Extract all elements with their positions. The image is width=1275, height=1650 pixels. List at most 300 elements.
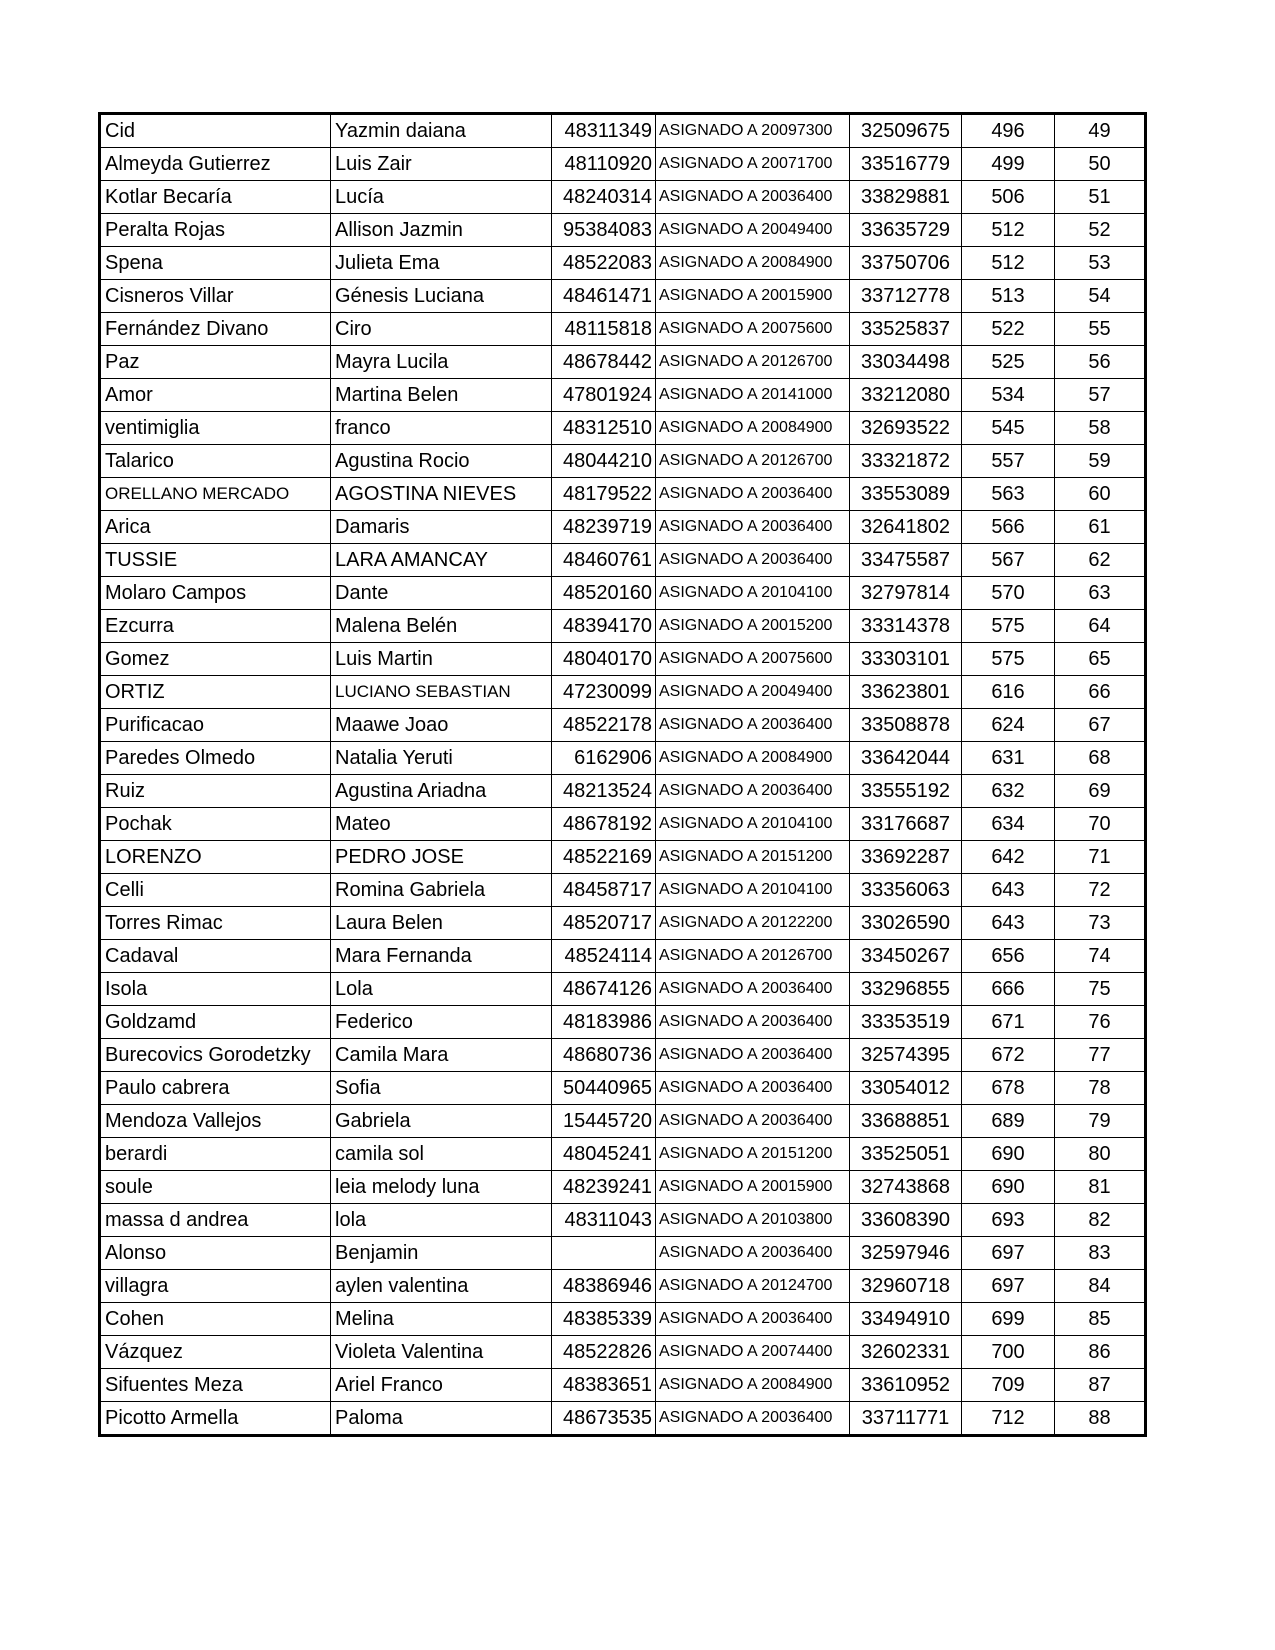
cell-nombre: Camila Mara: [331, 1039, 552, 1072]
cell-dni: 48458717: [552, 874, 656, 907]
cell-dni: 48213524: [552, 775, 656, 808]
table-row: [100, 841, 1146, 874]
cell-codigo: 33475587: [850, 544, 962, 577]
cell-nombre: Ciro: [331, 313, 552, 346]
cell-dni: [552, 1237, 656, 1270]
cell-orden: 72: [1055, 874, 1146, 907]
cell-puntaje: 690: [962, 1171, 1055, 1204]
cell-nombre: Romina Gabriela: [331, 874, 552, 907]
cell-apellido: Ezcurra: [100, 610, 331, 643]
cell-apellido: villagra: [100, 1270, 331, 1303]
cell-codigo: 33642044: [850, 742, 962, 775]
cell-estado: ASIGNADO A 20103800: [656, 1204, 850, 1237]
results-table: [98, 112, 1147, 1437]
cell-codigo: 33176687: [850, 808, 962, 841]
cell-nombre: Allison Jazmin: [331, 214, 552, 247]
cell-codigo: 33608390: [850, 1204, 962, 1237]
cell-apellido: ventimiglia: [100, 412, 331, 445]
cell-orden: 51: [1055, 181, 1146, 214]
cell-puntaje: 570: [962, 577, 1055, 610]
cell-codigo: 33026590: [850, 907, 962, 940]
cell-apellido: Arica: [100, 511, 331, 544]
cell-puntaje: 545: [962, 412, 1055, 445]
cell-estado: ASIGNADO A 20049400: [656, 214, 850, 247]
table-row: [100, 346, 1146, 379]
cell-estado: ASIGNADO A 20036400: [656, 1402, 850, 1436]
table-row: [100, 181, 1146, 214]
cell-dni: 48311349: [552, 114, 656, 148]
cell-estado: ASIGNADO A 20036400: [656, 181, 850, 214]
table-row: [100, 973, 1146, 1006]
cell-apellido: Goldzamd: [100, 1006, 331, 1039]
cell-puntaje: 634: [962, 808, 1055, 841]
cell-apellido: Cadaval: [100, 940, 331, 973]
table-row: [100, 940, 1146, 973]
cell-nombre: Sofia: [331, 1072, 552, 1105]
table-row: [100, 247, 1146, 280]
cell-nombre: Malena Belén: [331, 610, 552, 643]
cell-estado: ASIGNADO A 20036400: [656, 709, 850, 742]
cell-orden: 79: [1055, 1105, 1146, 1138]
cell-codigo: 33829881: [850, 181, 962, 214]
cell-apellido: Paulo cabrera: [100, 1072, 331, 1105]
table-row: [100, 907, 1146, 940]
cell-nombre: Gabriela: [331, 1105, 552, 1138]
cell-nombre: Federico: [331, 1006, 552, 1039]
cell-apellido: Burecovics Gorodetzky: [100, 1039, 331, 1072]
cell-codigo: 33692287: [850, 841, 962, 874]
cell-dni: 48312510: [552, 412, 656, 445]
cell-estado: ASIGNADO A 20075600: [656, 313, 850, 346]
cell-apellido: Amor: [100, 379, 331, 412]
cell-puntaje: 575: [962, 643, 1055, 676]
cell-dni: 48520717: [552, 907, 656, 940]
cell-dni: 48385339: [552, 1303, 656, 1336]
cell-nombre: Mateo: [331, 808, 552, 841]
cell-orden: 66: [1055, 676, 1146, 709]
cell-orden: 49: [1055, 114, 1146, 148]
cell-orden: 68: [1055, 742, 1146, 775]
cell-puntaje: 642: [962, 841, 1055, 874]
cell-orden: 53: [1055, 247, 1146, 280]
cell-codigo: 33635729: [850, 214, 962, 247]
cell-dni: 48522083: [552, 247, 656, 280]
cell-apellido: Spena: [100, 247, 331, 280]
cell-estado: ASIGNADO A 20126700: [656, 940, 850, 973]
cell-codigo: 33711771: [850, 1402, 962, 1436]
cell-codigo: 32693522: [850, 412, 962, 445]
cell-estado: ASIGNADO A 20036400: [656, 1072, 850, 1105]
cell-dni: 50440965: [552, 1072, 656, 1105]
cell-estado: ASIGNADO A 20036400: [656, 544, 850, 577]
cell-apellido: Almeyda Gutierrez: [100, 148, 331, 181]
cell-codigo: 33525837: [850, 313, 962, 346]
cell-dni: 48522178: [552, 709, 656, 742]
table-row: [100, 148, 1146, 181]
cell-estado: ASIGNADO A 20097300: [656, 114, 850, 148]
cell-codigo: 32597946: [850, 1237, 962, 1270]
table-row: [100, 280, 1146, 313]
cell-estado: ASIGNADO A 20049400: [656, 676, 850, 709]
cell-orden: 73: [1055, 907, 1146, 940]
table-row: [100, 544, 1146, 577]
cell-dni: 48522169: [552, 841, 656, 874]
cell-dni: 48460761: [552, 544, 656, 577]
cell-estado: ASIGNADO A 20036400: [656, 1237, 850, 1270]
cell-codigo: 33356063: [850, 874, 962, 907]
cell-dni: 48673535: [552, 1402, 656, 1436]
cell-apellido: soule: [100, 1171, 331, 1204]
cell-puntaje: 499: [962, 148, 1055, 181]
cell-estado: ASIGNADO A 20015200: [656, 610, 850, 643]
cell-estado: ASIGNADO A 20036400: [656, 1006, 850, 1039]
cell-orden: 63: [1055, 577, 1146, 610]
cell-orden: 65: [1055, 643, 1146, 676]
cell-orden: 70: [1055, 808, 1146, 841]
cell-puntaje: 512: [962, 247, 1055, 280]
cell-estado: ASIGNADO A 20075600: [656, 643, 850, 676]
cell-apellido: Paz: [100, 346, 331, 379]
cell-puntaje: 575: [962, 610, 1055, 643]
cell-orden: 83: [1055, 1237, 1146, 1270]
cell-codigo: 33034498: [850, 346, 962, 379]
cell-apellido: Paredes Olmedo: [100, 742, 331, 775]
cell-estado: ASIGNADO A 20071700: [656, 148, 850, 181]
cell-codigo: 32641802: [850, 511, 962, 544]
cell-nombre: Yazmin daiana: [331, 114, 552, 148]
cell-codigo: 33610952: [850, 1369, 962, 1402]
cell-codigo: 33494910: [850, 1303, 962, 1336]
cell-orden: 64: [1055, 610, 1146, 643]
cell-apellido: Pochak: [100, 808, 331, 841]
cell-nombre: Violeta Valentina: [331, 1336, 552, 1369]
table-row: [100, 445, 1146, 478]
cell-nombre: PEDRO JOSE: [331, 841, 552, 874]
cell-nombre: LARA AMANCAY: [331, 544, 552, 577]
cell-codigo: 33054012: [850, 1072, 962, 1105]
cell-dni: 48461471: [552, 280, 656, 313]
table-row: [100, 313, 1146, 346]
cell-dni: 48115818: [552, 313, 656, 346]
table-row: [100, 1006, 1146, 1039]
cell-codigo: 33321872: [850, 445, 962, 478]
table-row: [100, 1369, 1146, 1402]
cell-orden: 71: [1055, 841, 1146, 874]
cell-puntaje: 534: [962, 379, 1055, 412]
cell-dni: 48044210: [552, 445, 656, 478]
cell-apellido: Gomez: [100, 643, 331, 676]
cell-apellido: Cisneros Villar: [100, 280, 331, 313]
cell-apellido: Molaro Campos: [100, 577, 331, 610]
cell-codigo: 33553089: [850, 478, 962, 511]
cell-apellido: TUSSIE: [100, 544, 331, 577]
table-row: [100, 1039, 1146, 1072]
cell-puntaje: 678: [962, 1072, 1055, 1105]
cell-nombre: franco: [331, 412, 552, 445]
cell-orden: 50: [1055, 148, 1146, 181]
cell-puntaje: 666: [962, 973, 1055, 1006]
cell-estado: ASIGNADO A 20084900: [656, 247, 850, 280]
cell-dni: 48678442: [552, 346, 656, 379]
cell-apellido: Celli: [100, 874, 331, 907]
cell-puntaje: 656: [962, 940, 1055, 973]
cell-apellido: berardi: [100, 1138, 331, 1171]
cell-orden: 88: [1055, 1402, 1146, 1436]
cell-estado: ASIGNADO A 20126700: [656, 346, 850, 379]
cell-puntaje: 690: [962, 1138, 1055, 1171]
cell-estado: ASIGNADO A 20104100: [656, 577, 850, 610]
table-row: [100, 1402, 1146, 1436]
cell-puntaje: 513: [962, 280, 1055, 313]
cell-orden: 57: [1055, 379, 1146, 412]
cell-puntaje: 697: [962, 1237, 1055, 1270]
cell-apellido: LORENZO: [100, 841, 331, 874]
cell-estado: ASIGNADO A 20036400: [656, 973, 850, 1006]
cell-puntaje: 709: [962, 1369, 1055, 1402]
cell-estado: ASIGNADO A 20036400: [656, 775, 850, 808]
cell-puntaje: 697: [962, 1270, 1055, 1303]
table-row: [100, 1204, 1146, 1237]
cell-apellido: Talarico: [100, 445, 331, 478]
cell-puntaje: 689: [962, 1105, 1055, 1138]
cell-nombre: Laura Belen: [331, 907, 552, 940]
cell-nombre: Maawe Joao: [331, 709, 552, 742]
cell-orden: 87: [1055, 1369, 1146, 1402]
table-row: [100, 676, 1146, 709]
cell-nombre: Luis Martin: [331, 643, 552, 676]
cell-orden: 78: [1055, 1072, 1146, 1105]
cell-apellido: massa d andrea: [100, 1204, 331, 1237]
table-row: [100, 742, 1146, 775]
cell-apellido: Cohen: [100, 1303, 331, 1336]
cell-dni: 48394170: [552, 610, 656, 643]
cell-estado: ASIGNADO A 20141000: [656, 379, 850, 412]
table-row: [100, 1171, 1146, 1204]
cell-puntaje: 522: [962, 313, 1055, 346]
cell-apellido: Mendoza Vallejos: [100, 1105, 331, 1138]
cell-nombre: Damaris: [331, 511, 552, 544]
cell-estado: ASIGNADO A 20036400: [656, 1105, 850, 1138]
cell-estado: ASIGNADO A 20036400: [656, 511, 850, 544]
cell-puntaje: 563: [962, 478, 1055, 511]
cell-apellido: Kotlar Becaría: [100, 181, 331, 214]
cell-orden: 61: [1055, 511, 1146, 544]
cell-estado: ASIGNADO A 20104100: [656, 808, 850, 841]
cell-apellido: Fernández Divano: [100, 313, 331, 346]
cell-estado: ASIGNADO A 20122200: [656, 907, 850, 940]
cell-apellido: ORTIZ: [100, 676, 331, 709]
cell-orden: 59: [1055, 445, 1146, 478]
cell-nombre: Génesis Luciana: [331, 280, 552, 313]
cell-dni: 48678192: [552, 808, 656, 841]
table-row: [100, 1270, 1146, 1303]
cell-puntaje: 567: [962, 544, 1055, 577]
cell-dni: 6162906: [552, 742, 656, 775]
cell-orden: 75: [1055, 973, 1146, 1006]
cell-dni: 15445720: [552, 1105, 656, 1138]
cell-nombre: Benjamin: [331, 1237, 552, 1270]
cell-nombre: camila sol: [331, 1138, 552, 1171]
cell-nombre: Natalia Yeruti: [331, 742, 552, 775]
cell-apellido: ORELLANO MERCADO: [100, 478, 331, 511]
table-row: [100, 577, 1146, 610]
cell-dni: 48110920: [552, 148, 656, 181]
cell-puntaje: 631: [962, 742, 1055, 775]
table-row: [100, 1138, 1146, 1171]
cell-apellido: Alonso: [100, 1237, 331, 1270]
cell-dni: 48520160: [552, 577, 656, 610]
cell-dni: 48680736: [552, 1039, 656, 1072]
cell-dni: 48522826: [552, 1336, 656, 1369]
cell-dni: 48045241: [552, 1138, 656, 1171]
cell-dni: 48674126: [552, 973, 656, 1006]
cell-puntaje: 496: [962, 114, 1055, 148]
cell-dni: 48239719: [552, 511, 656, 544]
cell-orden: 86: [1055, 1336, 1146, 1369]
cell-puntaje: 643: [962, 874, 1055, 907]
cell-orden: 55: [1055, 313, 1146, 346]
cell-codigo: 33303101: [850, 643, 962, 676]
cell-puntaje: 643: [962, 907, 1055, 940]
cell-puntaje: 566: [962, 511, 1055, 544]
cell-puntaje: 557: [962, 445, 1055, 478]
cell-estado: ASIGNADO A 20036400: [656, 478, 850, 511]
cell-nombre: Paloma: [331, 1402, 552, 1436]
cell-codigo: 33688851: [850, 1105, 962, 1138]
cell-dni: 48239241: [552, 1171, 656, 1204]
cell-puntaje: 693: [962, 1204, 1055, 1237]
cell-estado: ASIGNADO A 20074400: [656, 1336, 850, 1369]
cell-apellido: Purificacao: [100, 709, 331, 742]
table-row: [100, 643, 1146, 676]
cell-nombre: Agustina Ariadna: [331, 775, 552, 808]
cell-estado: ASIGNADO A 20151200: [656, 1138, 850, 1171]
cell-orden: 52: [1055, 214, 1146, 247]
table-row: [100, 214, 1146, 247]
cell-estado: ASIGNADO A 20084900: [656, 742, 850, 775]
cell-nombre: Melina: [331, 1303, 552, 1336]
table-row: [100, 1336, 1146, 1369]
cell-codigo: 33623801: [850, 676, 962, 709]
table-row: [100, 874, 1146, 907]
cell-nombre: leia melody luna: [331, 1171, 552, 1204]
cell-nombre: Martina Belen: [331, 379, 552, 412]
table-row: [100, 709, 1146, 742]
cell-dni: 48240314: [552, 181, 656, 214]
cell-codigo: 32509675: [850, 114, 962, 148]
cell-codigo: 33353519: [850, 1006, 962, 1039]
cell-orden: 82: [1055, 1204, 1146, 1237]
cell-nombre: AGOSTINA NIEVES: [331, 478, 552, 511]
cell-nombre: Agustina Rocio: [331, 445, 552, 478]
cell-orden: 77: [1055, 1039, 1146, 1072]
cell-puntaje: 512: [962, 214, 1055, 247]
cell-estado: ASIGNADO A 20015900: [656, 1171, 850, 1204]
cell-apellido: Cid: [100, 114, 331, 148]
cell-nombre: Luis Zair: [331, 148, 552, 181]
cell-orden: 80: [1055, 1138, 1146, 1171]
cell-nombre: lola: [331, 1204, 552, 1237]
cell-nombre: LUCIANO SEBASTIAN: [331, 676, 552, 709]
table-row: [100, 1105, 1146, 1138]
cell-codigo: 33450267: [850, 940, 962, 973]
cell-orden: 76: [1055, 1006, 1146, 1039]
cell-puntaje: 671: [962, 1006, 1055, 1039]
cell-nombre: Lucía: [331, 181, 552, 214]
cell-estado: ASIGNADO A 20084900: [656, 1369, 850, 1402]
cell-codigo: 33212080: [850, 379, 962, 412]
results-table-body: [100, 114, 1146, 1436]
cell-estado: ASIGNADO A 20124700: [656, 1270, 850, 1303]
cell-codigo: 32960718: [850, 1270, 962, 1303]
cell-orden: 81: [1055, 1171, 1146, 1204]
cell-puntaje: 632: [962, 775, 1055, 808]
cell-estado: ASIGNADO A 20151200: [656, 841, 850, 874]
cell-codigo: 33712778: [850, 280, 962, 313]
cell-nombre: Ariel Franco: [331, 1369, 552, 1402]
cell-dni: 47230099: [552, 676, 656, 709]
cell-apellido: Torres Rimac: [100, 907, 331, 940]
table-row: [100, 1237, 1146, 1270]
cell-apellido: Vázquez: [100, 1336, 331, 1369]
cell-dni: 48383651: [552, 1369, 656, 1402]
cell-dni: 48524114: [552, 940, 656, 973]
cell-puntaje: 712: [962, 1402, 1055, 1436]
cell-puntaje: 672: [962, 1039, 1055, 1072]
cell-estado: ASIGNADO A 20036400: [656, 1303, 850, 1336]
cell-estado: ASIGNADO A 20084900: [656, 412, 850, 445]
cell-orden: 85: [1055, 1303, 1146, 1336]
cell-codigo: 32743868: [850, 1171, 962, 1204]
cell-orden: 84: [1055, 1270, 1146, 1303]
table-row: [100, 412, 1146, 445]
cell-estado: ASIGNADO A 20015900: [656, 280, 850, 313]
table-row: [100, 808, 1146, 841]
cell-dni: 48311043: [552, 1204, 656, 1237]
cell-codigo: 32797814: [850, 577, 962, 610]
cell-codigo: 33516779: [850, 148, 962, 181]
table-row: [100, 610, 1146, 643]
cell-nombre: Lola: [331, 973, 552, 1006]
cell-dni: 48040170: [552, 643, 656, 676]
cell-orden: 69: [1055, 775, 1146, 808]
cell-orden: 58: [1055, 412, 1146, 445]
cell-puntaje: 506: [962, 181, 1055, 214]
cell-codigo: 33508878: [850, 709, 962, 742]
cell-codigo: 33525051: [850, 1138, 962, 1171]
table-row: [100, 478, 1146, 511]
table-row: [100, 114, 1146, 148]
cell-puntaje: 616: [962, 676, 1055, 709]
cell-codigo: 32602331: [850, 1336, 962, 1369]
cell-dni: 48183986: [552, 1006, 656, 1039]
cell-nombre: Mara Fernanda: [331, 940, 552, 973]
cell-dni: 48386946: [552, 1270, 656, 1303]
cell-orden: 62: [1055, 544, 1146, 577]
cell-orden: 74: [1055, 940, 1146, 973]
cell-codigo: 33555192: [850, 775, 962, 808]
cell-estado: ASIGNADO A 20036400: [656, 1039, 850, 1072]
cell-apellido: Peralta Rojas: [100, 214, 331, 247]
cell-dni: 95384083: [552, 214, 656, 247]
cell-nombre: Julieta Ema: [331, 247, 552, 280]
table-row: [100, 379, 1146, 412]
cell-dni: 48179522: [552, 478, 656, 511]
cell-puntaje: 699: [962, 1303, 1055, 1336]
cell-nombre: Dante: [331, 577, 552, 610]
cell-nombre: Mayra Lucila: [331, 346, 552, 379]
cell-estado: ASIGNADO A 20126700: [656, 445, 850, 478]
